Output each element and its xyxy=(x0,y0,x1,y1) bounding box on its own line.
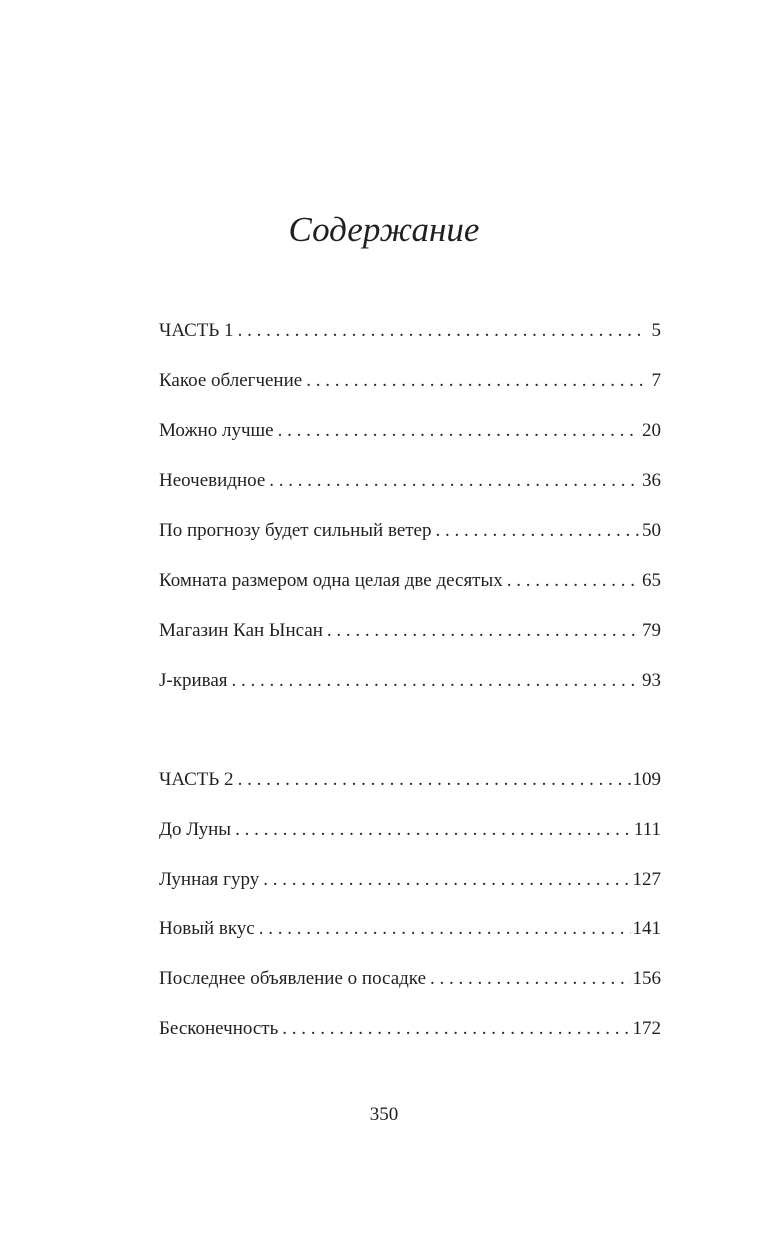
toc-entry-page: 36 xyxy=(642,470,661,491)
toc-leader-dots xyxy=(282,1014,630,1044)
toc-leader-dots xyxy=(263,865,630,895)
toc-entry-label: ЧАСТЬ 1 xyxy=(159,320,234,341)
toc-entry-label: Бесконечность xyxy=(159,1018,279,1039)
toc-entry-label: ЧАСТЬ 2 xyxy=(159,769,234,790)
toc-entry xyxy=(159,516,661,546)
toc-entry-label: Комната размером одна целая две десятых xyxy=(159,570,503,591)
toc-leader-dots xyxy=(306,366,643,396)
toc-leader-dots xyxy=(235,815,632,845)
toc-leader-dots xyxy=(259,914,631,944)
toc-entry-label: Лунная гуру xyxy=(159,869,260,890)
toc-entry-page: 127 xyxy=(632,869,661,890)
toc-entry-label: Какое облегчение xyxy=(159,370,303,391)
toc-entry xyxy=(159,1014,661,1044)
toc-entry-page: 109 xyxy=(632,769,661,790)
toc-leader-dots xyxy=(238,765,631,795)
toc-entry-label: Можно лучше xyxy=(159,420,274,441)
toc-entry-page: 79 xyxy=(642,620,661,641)
toc-entry-page: 5 xyxy=(651,320,661,341)
toc-leader-dots xyxy=(430,964,630,994)
toc-entry-label: Новый вкус xyxy=(159,918,255,939)
toc-leader-dots xyxy=(327,616,640,646)
toc-entry xyxy=(159,566,661,596)
toc-leader-dots xyxy=(238,316,643,346)
toc-entry-page: 141 xyxy=(632,918,661,939)
toc-entry-page: 7 xyxy=(651,370,661,391)
toc-entry-page: 93 xyxy=(642,670,661,691)
toc-entry-label: Магазин Кан Ынсан xyxy=(159,620,323,641)
toc-entry xyxy=(159,616,661,646)
page-number: 350 xyxy=(369,1104,399,1125)
toc-entry xyxy=(159,316,661,346)
toc-entry-page: 50 xyxy=(642,520,661,541)
toc-entry-label: Неочевидное xyxy=(159,470,266,491)
toc-entry-page: 65 xyxy=(642,570,661,591)
toc-entry xyxy=(159,914,661,944)
toc-entry xyxy=(159,765,661,795)
toc-entry xyxy=(159,666,661,696)
toc-entry-page: 111 xyxy=(633,819,661,840)
toc-entry-page: 172 xyxy=(632,1018,661,1039)
toc-leader-dots xyxy=(278,416,640,446)
toc-leader-dots xyxy=(269,466,640,496)
toc-leader-dots xyxy=(232,666,640,696)
toc-entry-page: 20 xyxy=(642,420,661,441)
toc-entry xyxy=(159,366,661,396)
toc-entry-label: Последнее объявление о посадке xyxy=(159,968,427,989)
page-title: Содержание xyxy=(288,210,480,249)
toc-leader-dots xyxy=(436,516,641,546)
toc-entry xyxy=(159,964,661,994)
toc-entry-label: По прогнозу будет сильный ветер xyxy=(159,520,432,541)
toc-entry-label: До Луны xyxy=(159,819,232,840)
toc-entry xyxy=(159,865,661,895)
toc-entry-label: J-кривая xyxy=(159,670,228,691)
toc-entry xyxy=(159,416,661,446)
toc-entry xyxy=(159,815,661,845)
toc-entry xyxy=(159,466,661,496)
toc-leader-dots xyxy=(507,566,640,596)
toc-entry-page: 156 xyxy=(632,968,661,989)
